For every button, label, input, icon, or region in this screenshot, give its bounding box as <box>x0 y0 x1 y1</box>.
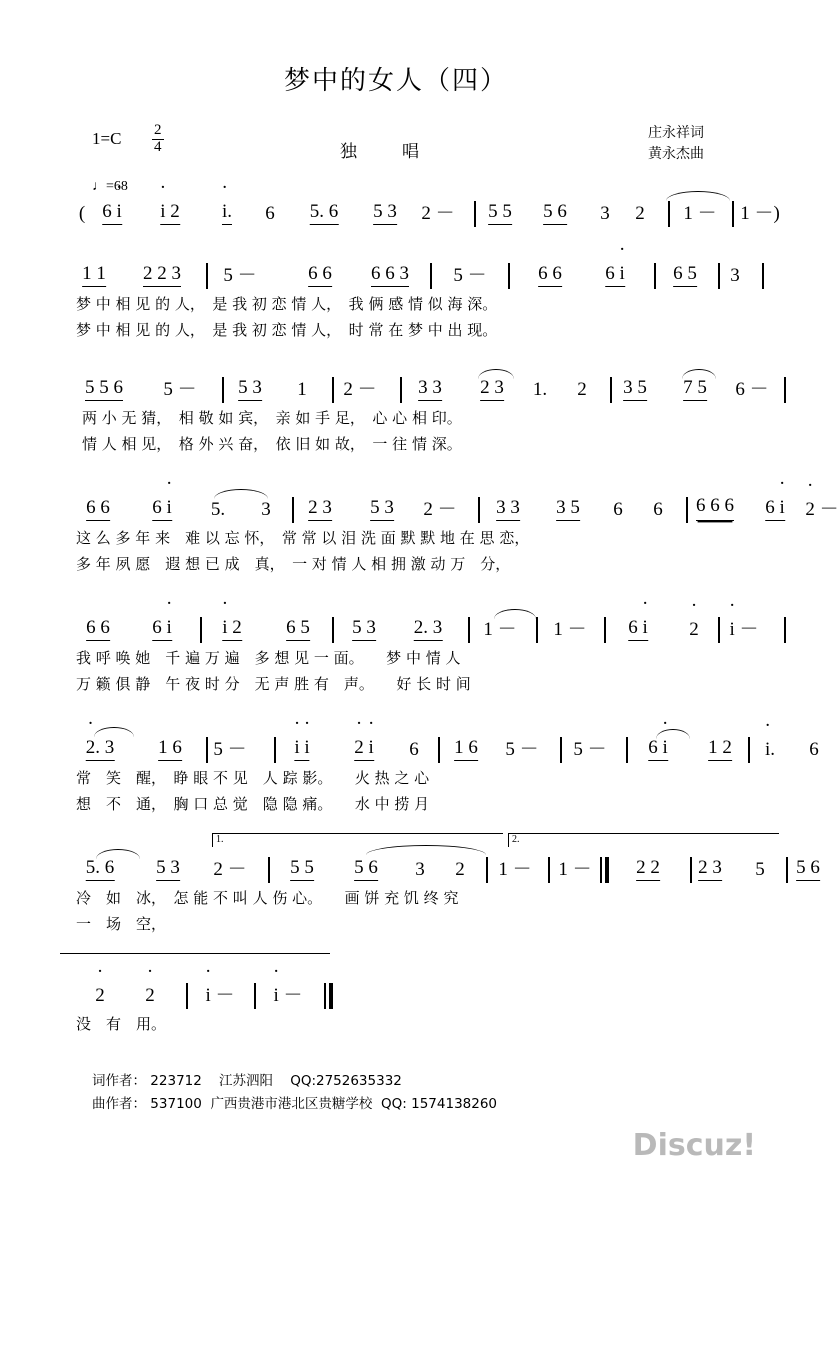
composer-zip: 537100 <box>150 1095 202 1112</box>
system-5-lyrics-verse1: 我 呼 唤 她 千 遍 万 遍 多 想 见 一 面。 梦 中 情 人 <box>76 649 461 667</box>
system-6-lyrics-verse1: 常 笑 醒， 睁 眼 不 见 人 踪 影。 火 热 之 心 <box>76 769 430 787</box>
system-8-lyrics-verse1: 没 有 用。 <box>76 1015 167 1033</box>
system-4-lyrics-verse1: 这 么 多 年 来 难 以 忘 怀， 常 常 以 泪 洗 面 默 默 地 在 思 恋， <box>76 529 530 547</box>
system-4 <box>70 487 839 599</box>
system-3 <box>70 367 769 479</box>
system-1-notes: ( 6 · i · i 2 · i. 6 5. 6 5 3 2 － 5 5 5 6 3 2 1 － 1 －) <box>70 187 722 231</box>
score-page <box>0 60 839 1181</box>
system-3-lyrics-verse1: 两 小 无 猜， 相 敬 如 宾， 亲 如 手 足， 心 心 相 印。 <box>82 409 462 427</box>
system-7 <box>70 834 820 965</box>
key-signature: 1=C <box>92 129 122 148</box>
system-2-lyrics-verse1: 梦 中 相 见 的 人， 是 我 初 恋 情 人， 我 俩 感 情 似 海 深。 <box>76 295 498 313</box>
volta-bracket-2: 2. <box>508 833 779 847</box>
composer-credit: 黄永杰曲 <box>648 146 704 162</box>
lyricist-zip: 223712 <box>150 1073 202 1089</box>
system-6-lyrics-verse2: 想 不 通， 胸 口 总 觉 隐 隐 痛。 水 中 捞 月 <box>76 795 430 813</box>
lyricist-credit: 庄永祥词 <box>648 125 704 141</box>
lyricist-place: 江苏泗阳 <box>219 1073 274 1089</box>
system-7-lyrics-verse1: 冷 如 冰， 怎 能 不 叫 人 伤 心。 画 饼 充 饥 终 究 <box>76 889 459 907</box>
system-1 <box>70 187 780 245</box>
system-5 <box>70 607 759 719</box>
system-3-notes: 5 5 6 5 － 5 3 1 2 － 3 3 2 3 1. 2 3 5 7 5 6 － <box>70 367 722 407</box>
system-4-lyrics-verse2: 多 年 夙 愿 遐 想 已 成 真， 一 对 情 人 相 拥 激 动 万 分， <box>76 555 511 573</box>
credits <box>648 123 704 165</box>
system-6 <box>70 727 819 839</box>
system-2-lyrics-verse2: 梦 中 相 见 的 人， 是 我 初 恋 情 人， 时 常 在 梦 中 出 现。 <box>76 321 498 339</box>
final-barline <box>324 983 336 1009</box>
system-7-notes: 5. 6 5 3 2 － 5 5 5 6 3 2 1 － 1 － 2 2 2 3 5 5 6 <box>70 847 722 887</box>
time-signature <box>152 123 164 156</box>
system-2 <box>70 253 740 359</box>
volta-bracket-1: 1. <box>212 833 503 847</box>
system-2-notes: 1 1 2 2 3 5 － 6 6 6 6 3 5 － 6 6 6 · i 6 5 3 <box>70 253 722 293</box>
system-8 <box>70 973 722 1043</box>
author-info <box>92 1070 497 1116</box>
system-5-lyrics-verse2: 万 籁 俱 静 午 夜 时 分 无 声 胜 有 声。 好 长 时 间 <box>76 675 471 693</box>
composer-info-line <box>92 1093 497 1116</box>
system-5-notes: 6 6 6 · i · i 2 6 5 5 3 2. 3 1 － 1 － 6 · i · 2 · i － <box>70 607 722 647</box>
lyricist-qq: QQ:2752635332 <box>290 1073 402 1089</box>
composer-qq: QQ: 1574138260 <box>381 1095 498 1112</box>
page-title: 梦中的女人（四） <box>283 66 508 96</box>
repeat-barline <box>600 857 614 883</box>
system-8-notes: · 2 · 2 · i － · i － <box>70 973 722 1013</box>
composer-place: 广西贵港市港北区贵糖学校 <box>210 1095 373 1112</box>
music-score <box>0 187 839 1043</box>
lyricist-info-line <box>92 1070 497 1093</box>
score-header <box>0 122 792 194</box>
system-3-lyrics-verse2: 情 人 相 见， 格 外 兴 奋， 依 旧 如 故， 一 往 情 深。 <box>82 435 462 453</box>
meter-numerator: 2 <box>154 122 162 138</box>
watermark: Discuz! <box>632 1128 756 1163</box>
lyricist-info-label: 词作者： <box>92 1073 146 1089</box>
system-4-notes: 6 6 6 · i 5. 3 2 3 5 3 2 － 3 3 3 5 6 6 6 6 6 6 · i · 2 － <box>70 487 722 527</box>
performance-style-label: 独 唱 <box>340 142 433 162</box>
meter-denominator: 4 <box>154 138 162 155</box>
system-6-notes: · 2. 3 1 6 5 － · i · i · 2 · i 6 1 6 5 － 5 － 6 · i 1 2 · i. 6 <box>70 727 722 767</box>
system-7-lyrics-verse2: 一 场 空， <box>76 915 167 933</box>
tempo-marking: ♩=68 <box>92 179 128 194</box>
composer-info-label: 曲作者： <box>92 1095 146 1112</box>
